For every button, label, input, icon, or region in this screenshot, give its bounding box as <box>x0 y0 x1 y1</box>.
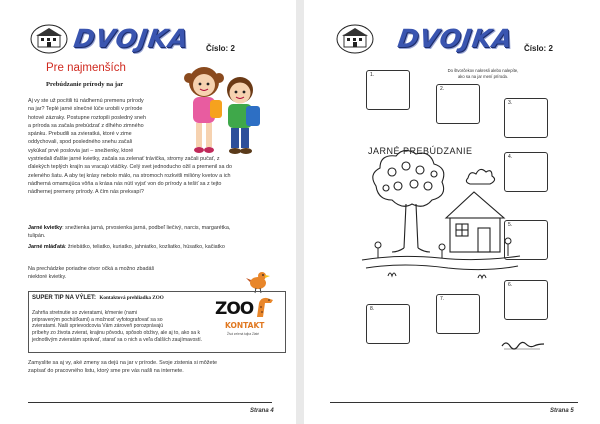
zoo-kontakt-logo <box>215 293 281 341</box>
walk-paragraph: Na prechádzke poriadne otvor očká a možno zbadáš niektoré kvietky. <box>28 266 155 281</box>
issue-label: Číslo: 2 <box>206 44 235 53</box>
box-number: 2. <box>440 86 445 92</box>
page-gutter <box>296 0 304 424</box>
tip-box <box>28 291 286 353</box>
spring-young-paragraph: Jarné mláďatá: žriebätko, teliatko, kuriatko, jahniatko, kozliatko, húsatko, kačiatko <box>28 244 225 250</box>
tip-text: Zahrňa stretnutie so zvieratami, kŕmenie (nami pripraveným pochúťkami) a možnosť vyfotografovať sa so zvieratami. Naši sprievodcovia Vám zároveň porozprávajú <box>32 310 164 330</box>
intro-paragraph: Aj vy ste už pocítili tú nádhernú premenu prírody na jar? Teplé jarné slnečné lúče urobili v prírode hotové zázraky. Postupne roztopili posledný sneh a príroda sa začala prebúdzať z dlhého zimného spánku. Prebudili sa zvieratká, ktoré v zime oddychovali, spod posledného snehu začali vykúkať prvé poslovia jari – snežienky, ktoré vystriedali ďalšie jarné kvietky, začala sa zelenať trávička, stromy začali pučať, z ďalekých teplých krajín sa vracajú vtáčiky. Celý svet jednoducho ožil a premenil sa do zeleného šatu. A aby tej krásy nebolo málo, na stromoch rozkvitli milióny kvetov a ich nádherná omamujúca vôňa a krása nás nútí vyjsť von do prírody a tešiť sa z tejto nádhernej premeny prírody. A čím nás prekvapí? <box>28 98 232 196</box>
page-number: Strana 5 <box>550 408 574 414</box>
left-page <box>0 0 296 424</box>
author-signature-icon <box>500 338 546 350</box>
worksheet-instruction: Do štvorčekov nakresli alebo nalepíte, ako sa na jar mení príroda. <box>447 68 519 79</box>
zoo-logo-kontakt: KONTAKT <box>225 321 265 330</box>
spring-coloring-drawing <box>358 140 524 288</box>
drawing-box[interactable] <box>436 84 480 124</box>
drawing-box[interactable] <box>366 304 410 344</box>
box-number: 4. <box>508 154 513 160</box>
drawing-box[interactable] <box>366 70 410 110</box>
article-subtitle: Prebúdzanie prírody na jar <box>46 81 124 88</box>
spring-flowers-paragraph: Jarné kvietky: snežienka jarná, prvosienka jarná, podbeľ liečivý, narcis, margarétka, tulipán. <box>28 225 231 240</box>
page-number: Strana 4 <box>250 408 274 414</box>
right-page <box>304 0 600 424</box>
box-number: 8. <box>370 306 375 312</box>
box-number: 6. <box>508 282 513 288</box>
box-number: 3. <box>508 100 513 106</box>
tip-text-continued: príbehy zo života zvierat, krajinu pôvodu, spôsob obživy, ale aj to, ako sa k jednotlivým zvieratám správať, starať sa o nich a veľa ďalších zaujímavostí. <box>32 330 203 343</box>
box-number: 5. <box>508 222 513 228</box>
school-logo-icon <box>336 24 374 54</box>
footer-rule <box>28 402 272 403</box>
box-number: 7. <box>440 296 445 302</box>
tip-heading: SUPER TIP NA VÝLET: Kontaktová prehliadka ZOO <box>32 295 164 301</box>
school-logo-icon <box>30 24 68 54</box>
issue-label: Číslo: 2 <box>524 44 553 53</box>
worksheet-title: JARNÉ PREBÚDZANIE <box>368 146 473 156</box>
section-title: Pre najmenších <box>46 62 126 74</box>
footer-rule <box>330 402 578 403</box>
giraffe-icon <box>251 295 279 319</box>
drawing-box[interactable] <box>436 294 480 334</box>
closing-paragraph: Zamyslite sa aj vy, aké zmeny sa dejú na jar v prírode. Svoje zistenia si môžete zapísať do pracovného listu, ktorý sme pre vás našli na internete. <box>28 360 217 375</box>
zoo-logo-word: ZOO <box>215 299 254 319</box>
drawing-box[interactable] <box>504 98 548 138</box>
box-number: 1. <box>370 72 375 78</box>
magazine-logo: DVOJKA <box>71 24 191 53</box>
magazine-logo: DVOJKA <box>395 24 515 53</box>
zoo-logo-subtitle: Živá zelená tajba Zlaté <box>227 332 260 336</box>
